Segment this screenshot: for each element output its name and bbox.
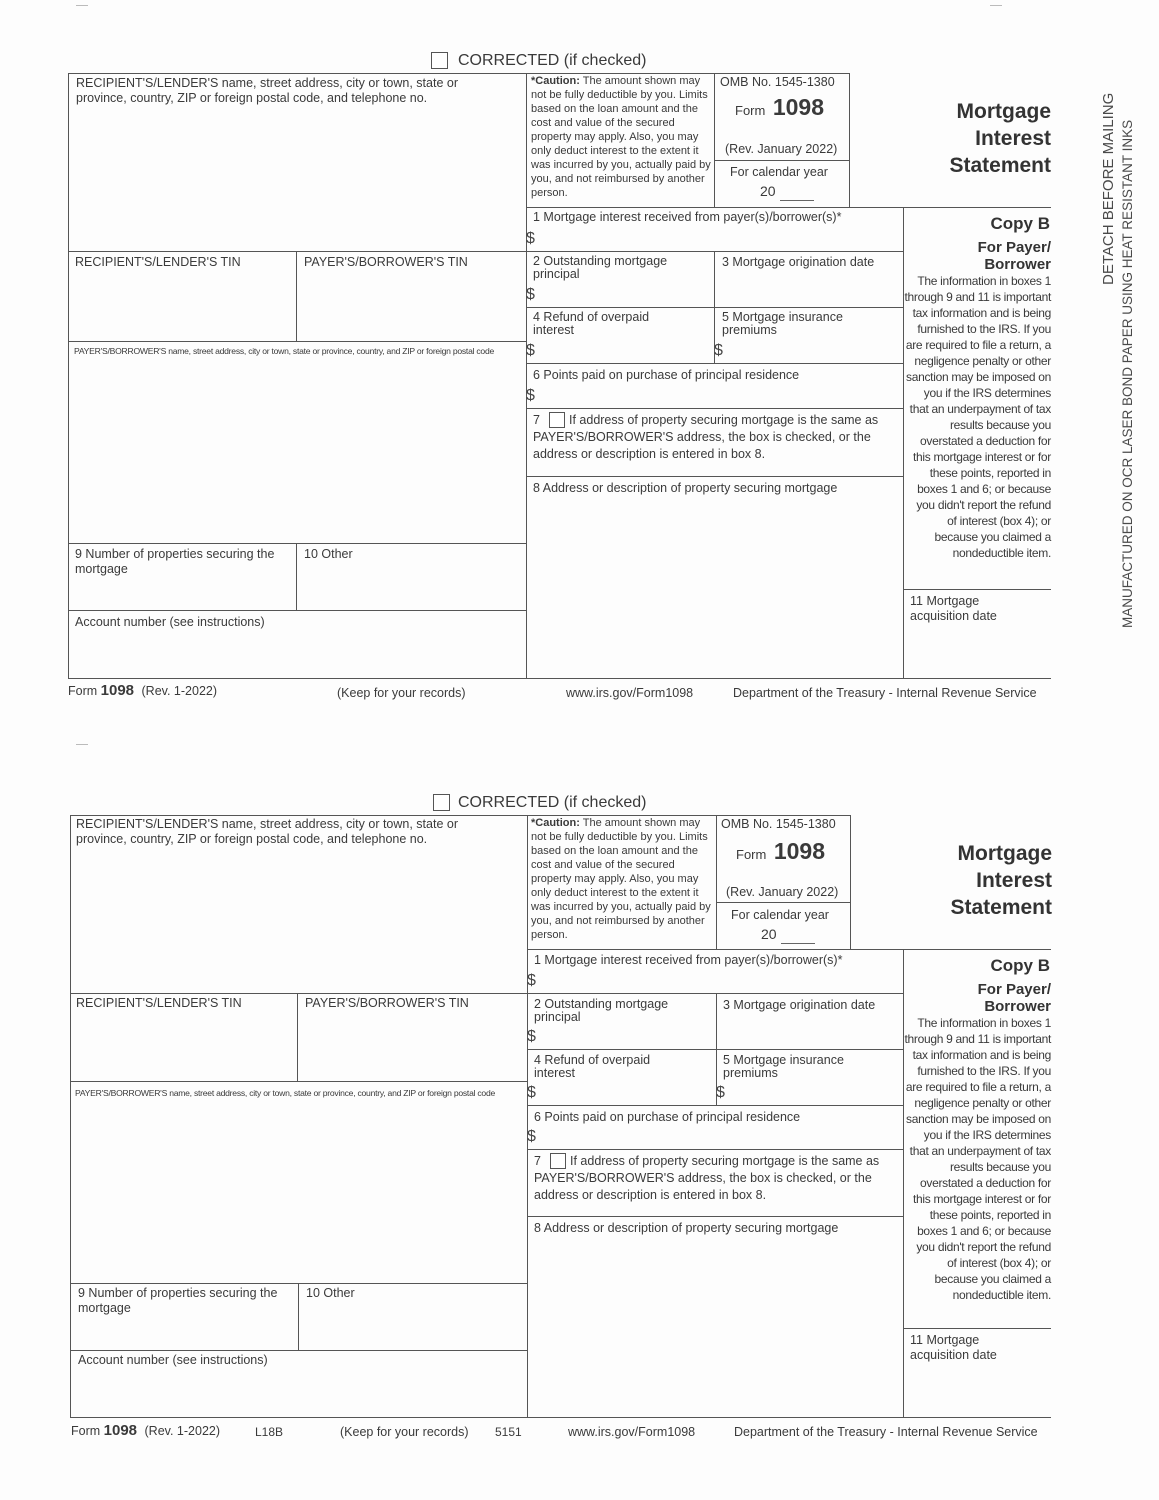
box1-dollar: $ (526, 230, 535, 247)
perforation-mark (76, 5, 88, 6)
payer-tin-label: PAYER'S/BORROWER'S TIN (304, 255, 468, 269)
box2-label: 2 Outstanding mortgage principal (534, 997, 669, 1024)
for-payer-label: For Payer/ Borrower (977, 981, 1051, 1015)
footer-department: Department of the Treasury - Internal Revenue Service (733, 686, 1037, 700)
box7-label: If address of property securing mortgage is the same as PAYER'S/BORROWER'S address, the box is checked, or the address or description is entered in box 8. (534, 1154, 880, 1202)
corrected-label: CORRECTED (if checked) (458, 794, 647, 811)
footer-keep: (Keep for your records) (337, 686, 466, 700)
form-title: Mortgage Interest Statement (949, 100, 1051, 177)
account-number-label: Account number (see instructions) (75, 615, 265, 629)
year-prefix: 20 (760, 183, 776, 199)
form-title: Mortgage Interest Statement (950, 842, 1052, 919)
box1-label: 1 Mortgage interest received from payer(s)/borrower(s)* (534, 953, 843, 967)
box10-label: 10 Other (304, 547, 353, 561)
box5-dollar: $ (716, 1084, 725, 1101)
footer-department: Department of the Treasury - Internal Revenue Service (734, 1425, 1038, 1439)
box11-label: 11 Mortgage acquisition date (910, 1333, 997, 1362)
year-prefix: 20 (761, 926, 777, 942)
copy-b-info-text: The information in boxes 1 through 9 and 11 is important tax information and is being furnished to the IRS. If you are required to file a return, a negligence penalty or other sanction may be imposed on you if the IRS determines that an underpayment of tax results because you overstated a deduction for this mortgage interest or for these points, reported in boxes 1 and 6; or because you didn't report the refund of interest (box 4); or because you claimed a nondeductible item. (904, 274, 1051, 560)
box2-dollar: $ (526, 286, 535, 303)
box1-dollar: $ (527, 972, 536, 989)
year-input-line[interactable] (780, 200, 814, 201)
form-1098-bottom (0, 742, 1159, 1484)
box7-number: 7 (534, 1154, 541, 1168)
copy-b-info-text: The information in boxes 1 through 9 and 11 is important tax information and is being furnished to the IRS. If you are required to file a return, a negligence penalty or other sanction may be imposed on you if the IRS determines that an underpayment of tax results because you overstated a deduction for this mortgage interest or for these points, reported in boxes 1 and 6; or because you didn't report the refund of interest (box 4); or because you claimed a nondeductible item. (904, 1016, 1051, 1302)
box4-dollar: $ (526, 342, 535, 359)
year-input-line[interactable] (781, 943, 815, 944)
corrected-checkbox[interactable] (431, 52, 448, 69)
perforation-mark (990, 5, 1002, 6)
detach-notice: DETACH BEFORE MAILING (1100, 92, 1117, 285)
box11-label: 11 Mortgage acquisition date (910, 594, 997, 623)
form-label: Form 1098 (735, 94, 824, 120)
box3-label: 3 Mortgage origination date (722, 255, 875, 269)
paper-notice: MANUFACTURED ON OCR LASER BOND PAPER USING HEAT RESISTANT INKS (1120, 119, 1135, 628)
footer-url: www.irs.gov/Form1098 (568, 1425, 696, 1439)
box9-label: 9 Number of properties securing the mortgage (75, 547, 275, 576)
box4-label: 4 Refund of overpaid interest (533, 310, 650, 337)
footer-code: L18B (255, 1425, 284, 1439)
box4-dollar: $ (527, 1084, 536, 1101)
box6-label: 6 Points paid on purchase of principal residence (534, 1110, 801, 1124)
omb-number: OMB No. 1545-1380 (720, 75, 835, 89)
corrected-label: CORRECTED (if checked) (458, 52, 647, 69)
copy-b-label: Copy B (990, 214, 1050, 233)
recipient-name-label: RECIPIENT'S/LENDER'S name, street address, city or town, state or province, country, ZIP or foreign postal code, and telephone no. (76, 817, 458, 846)
box1-label: 1 Mortgage interest received from payer(s)/borrower(s)* (533, 210, 842, 224)
corrected-checkbox[interactable] (433, 794, 450, 811)
footer-form-id: Form 1098 (Rev. 1-2022) (71, 1422, 221, 1439)
calendar-year-label: For calendar year (731, 908, 829, 922)
box6-dollar: $ (527, 1128, 536, 1145)
account-number-label: Account number (see instructions) (78, 1353, 268, 1367)
box5-dollar: $ (714, 342, 723, 359)
for-payer-label: For Payer/ Borrower (977, 239, 1051, 273)
caution-text: *Caution: The amount shown may not be fully deductible by you. Limits based on the loan amount and the cost and value of the secured property may apply. Also, you may only deduct interest to the extent it was incurred by you, actually paid by you, and not reimbursed by another person. (531, 75, 711, 199)
calendar-year-label: For calendar year (730, 165, 828, 179)
box8-label: 8 Address or description of property securing mortgage (534, 1221, 839, 1235)
payer-name-label: PAYER'S/BORROWER'S name, street address, city or town, state or province, country, and ZIP or foreign postal code (75, 1088, 496, 1098)
footer-form-id: Form 1098 (Rev. 1-2022) (68, 682, 218, 699)
box5-label: 5 Mortgage insurance premiums (723, 1053, 844, 1080)
copy-b-label: Copy B (990, 956, 1050, 975)
box9-label: 9 Number of properties securing the mortgage (78, 1286, 278, 1315)
box6-label: 6 Points paid on purchase of principal residence (533, 368, 800, 382)
box2-label: 2 Outstanding mortgage principal (533, 254, 668, 281)
caution-text: *Caution: The amount shown may not be fully deductible by you. Limits based on the loan amount and the cost and value of the secured property may apply. Also, you may only deduct interest to the extent it was incurred by you, actually paid by you, and not reimbursed by another person. (531, 817, 711, 941)
box2-dollar: $ (527, 1028, 536, 1045)
payer-tin-label: PAYER'S/BORROWER'S TIN (305, 996, 469, 1010)
form-revision: (Rev. January 2022) (725, 142, 838, 156)
footer-number: 5151 (495, 1425, 522, 1439)
box3-label: 3 Mortgage origination date (723, 998, 876, 1012)
box4-label: 4 Refund of overpaid interest (534, 1053, 651, 1080)
form-label: Form 1098 (736, 838, 825, 864)
recipient-tin-label: RECIPIENT'S/LENDER'S TIN (75, 255, 241, 269)
box10-label: 10 Other (306, 1286, 355, 1300)
recipient-tin-label: RECIPIENT'S/LENDER'S TIN (76, 996, 242, 1010)
box6-dollar: $ (526, 387, 535, 404)
payer-name-label: PAYER'S/BORROWER'S name, street address, city or town, state or province, country, and ZIP or foreign postal code (74, 346, 495, 356)
footer-url: www.irs.gov/Form1098 (566, 686, 694, 700)
box8-label: 8 Address or description of property securing mortgage (533, 481, 838, 495)
omb-number: OMB No. 1545-1380 (721, 817, 836, 831)
footer-keep: (Keep for your records) (340, 1425, 469, 1439)
form-revision: (Rev. January 2022) (726, 885, 839, 899)
box7-label: If address of property securing mortgage is the same as PAYER'S/BORROWER'S address, the box is checked, or the address or description is entered in box 8. (533, 413, 879, 461)
box5-label: 5 Mortgage insurance premiums (722, 310, 843, 337)
recipient-name-label: RECIPIENT'S/LENDER'S name, street address, city or town, state or province, country, ZIP or foreign postal code, and telephone no. (76, 76, 458, 105)
box7-number: 7 (533, 413, 540, 427)
form-1098-top (0, 0, 1159, 742)
